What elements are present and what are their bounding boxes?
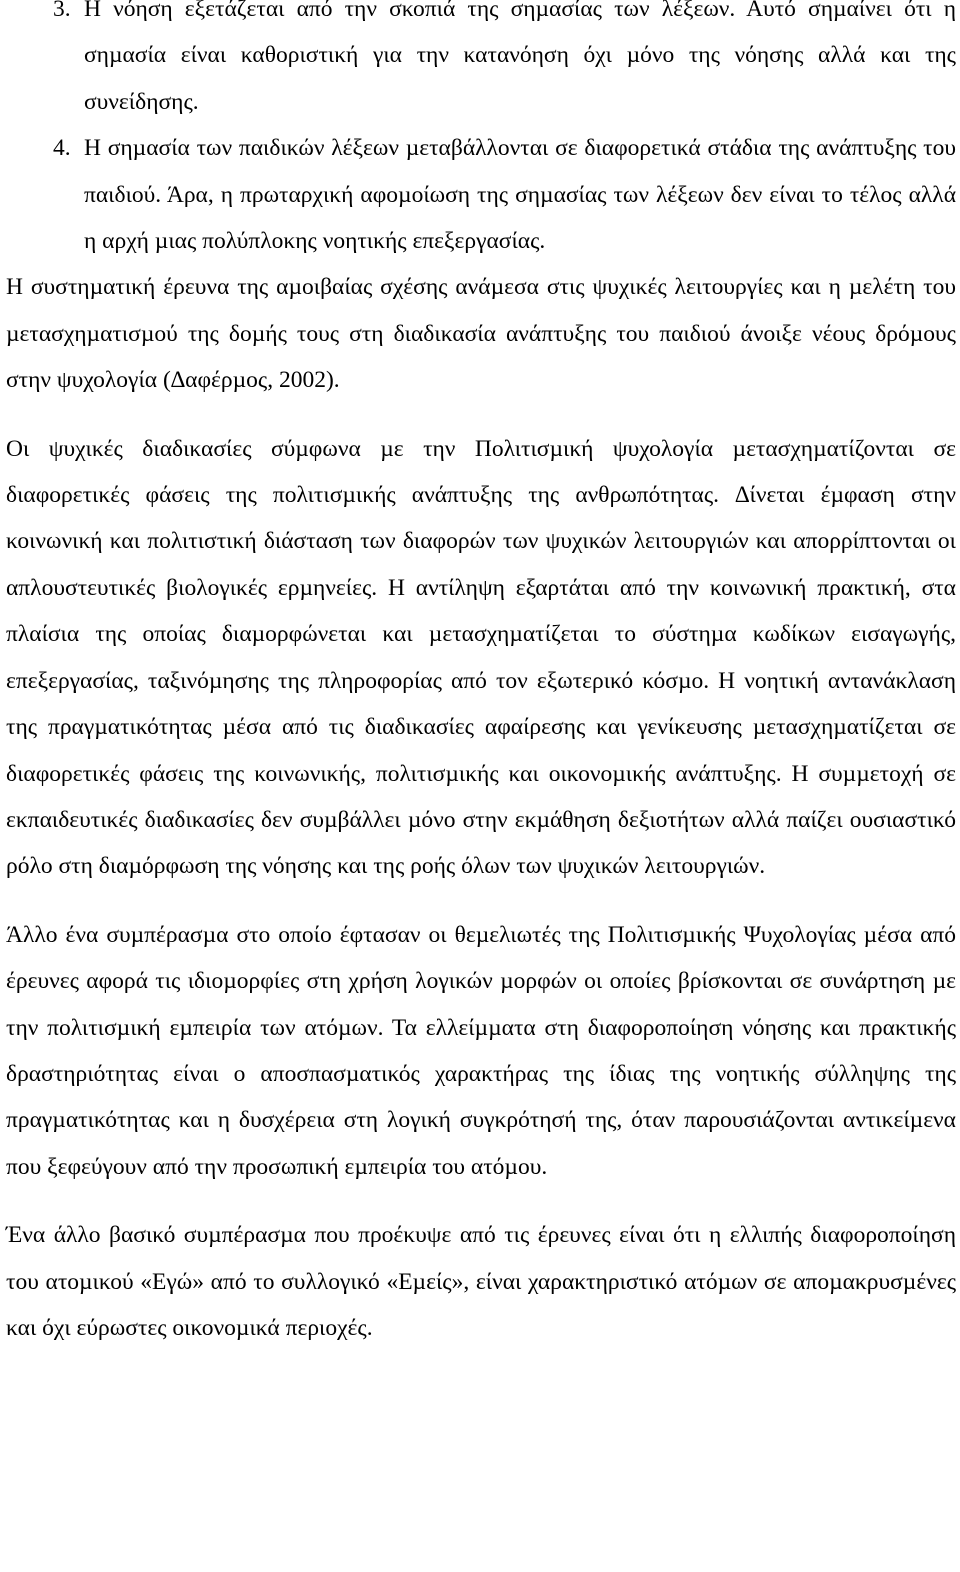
- paragraph-logical-forms: Άλλο ένα συµπέρασµα στο οποίο έφτασαν οι θεµελιωτές της Πολιτισµικής Ψυχολογίας µέσα από έρευνες αφορά τις ιδιοµορφίες στη χρήση λογικών µορφών οι οποίες βρίσκονται σε συνάρτηση µε την πολιτισµική εµπειρία των ατόµων. Τα ελλείµµατα στη διαφοροποίηση νόησης και πρακτικής δραστηριότητας είναι ο αποσπασµατικός χαρακτήρας της ίδιας της νοητικής σύλληψης της πραγµατικότητας και η δυσχέρεια στη λογική συγκρότησή της, όταν παρουσιάζονται αντικείµενα που ξεφεύγουν από την προσωπική εµπειρία του ατόµου.: [6, 921, 956, 1180]
- paragraph-systematic-research: Η συστηµατική έρευνα της αµοιβαίας σχέσης ανάµεσα στις ψυχικές λειτουργίες και η µελέτη του µετασχηµατισµού της δοµής τους στη διαδικασία ανάπτυξης του παιδιού άνοιξε νέους δρόµους στην ψυχολογία (∆αφέρµος, 2002).: [6, 274, 956, 394]
- list-item-text: Η σηµασία των παιδικών λέξεων µεταβάλλονται σε διαφορετικά στάδια της ανάπτυξης του παιδιού. Άρα, η πρωταρχική αφοµοίωση της σηµασίας των λέξεων δεν είναι το τέλος αλλά η αρχή µιας πολύπλοκης νοητικής επεξεργασίας.: [84, 135, 956, 255]
- numbered-list: [6, 0, 956, 264]
- list-item-text: Η νόηση εξετάζεται από την σκοπιά της σηµασίας των λέξεων. Αυτό σηµαίνει ότι η σηµασία είναι καθοριστική για την κατανόηση όχι µόνο της νόησης αλλά και της συνείδησης.: [84, 0, 956, 115]
- paragraph-cultural-psychology: Οι ψυχικές διαδικασίες σύµφωνα µε την Πολιτισµική ψυχολογία µετασχηµατίζονται σε διαφορετικές φάσεις της πολιτισµικής ανάπτυξης της ανθρωπότητας. ∆ίνεται έµφαση στην κοινωνική και πολιτιστική διάσταση των διαφορών των ψυχικών λειτουργιών και απορρίπτονται οι απλουστευτικές βιολογικές ερµηνείες. Η αντίληψη εξαρτάται από την κοινωνική πρακτική, στα πλαίσια της οποίας διαµορφώνεται και µετασχηµατίζεται το σύστηµα κωδίκων εισαγωγής, επεξεργασίας, ταξινόµησης της πληροφορίας από τον εξωτερικό κόσµο. Η νοητική αντανάκλαση της πραγµατικότητας µέσα από τις διαδικασίες αφαίρεσης και γενίκευσης µετασχηµατίζεται σε διαφορετικές φάσεις της κοινωνικής, πολιτισµικής και οικονοµικής ανάπτυξης. Η συµµετοχή σε εκπαιδευτικές διαδικασίες δεν συµβάλλει µόνο στην εκµάθηση δεξιοτήτων αλλά παίζει ουσιαστικό ρόλο στη διαµόρφωση της νόησης και της ροής όλων των ψυχικών λειτουργιών.: [6, 435, 956, 880]
- list-item: [6, 0, 956, 125]
- list-item-number: 3.: [53, 0, 71, 22]
- list-item-number: 4.: [53, 135, 71, 162]
- paragraph-ego-conclusion: Ένα άλλο βασικό συµπέρασµα που προέκυψε από τις έρευνες είναι ότι η ελλιπής διαφοροποίηση του ατοµικού «Εγώ» από το συλλογικό «Εµείς», είναι χαρακτηριστικό ατόµων σε αποµακρυσµένες και όχι εύρωστες οικονοµικά περιοχές.: [6, 1222, 956, 1341]
- list-item: [6, 125, 956, 264]
